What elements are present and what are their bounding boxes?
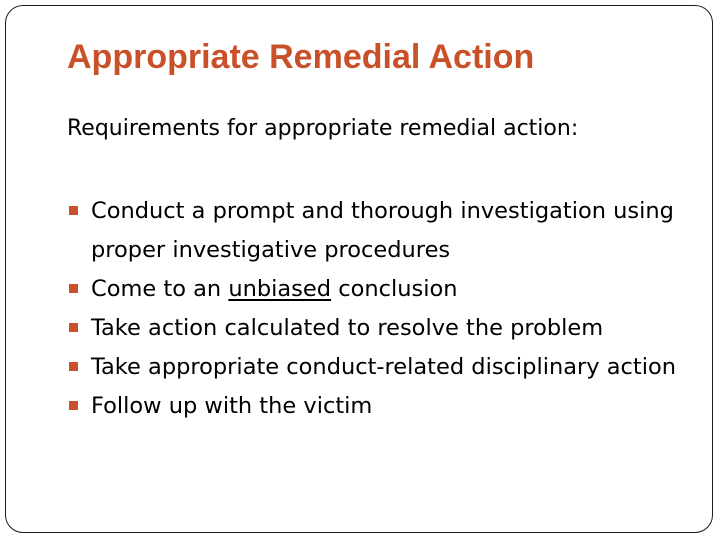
square-bullet-icon xyxy=(69,284,78,293)
slide-subtitle: Requirements for appropriate remedial action: xyxy=(67,116,579,141)
bullet-text-suffix: conclusion xyxy=(331,276,458,302)
bullet-text: Follow up with the victim xyxy=(91,393,373,419)
bullet-text-prefix: Come to an xyxy=(91,276,229,302)
bullet-text: Take appropriate conduct-related disciplinary action xyxy=(91,354,676,380)
bullet-text: Conduct a prompt and thorough investigation using proper investigative procedures xyxy=(91,198,674,263)
square-bullet-icon xyxy=(69,362,78,371)
slide xyxy=(5,5,713,533)
bullet-item-disciplinary xyxy=(69,348,689,387)
bullet-item-follow-up xyxy=(69,387,689,426)
square-bullet-icon xyxy=(69,206,78,215)
bullet-list xyxy=(69,192,689,426)
underlined-word: unbiased xyxy=(228,276,332,302)
bullet-item-conclusion xyxy=(69,270,689,309)
square-bullet-icon xyxy=(69,323,78,332)
square-bullet-icon xyxy=(69,401,78,410)
bullet-item-resolve xyxy=(69,309,689,348)
bullet-item-investigation xyxy=(69,192,689,270)
bullet-text: Take action calculated to resolve the problem xyxy=(91,315,604,341)
slide-title: Appropriate Remedial Action xyxy=(67,38,535,76)
